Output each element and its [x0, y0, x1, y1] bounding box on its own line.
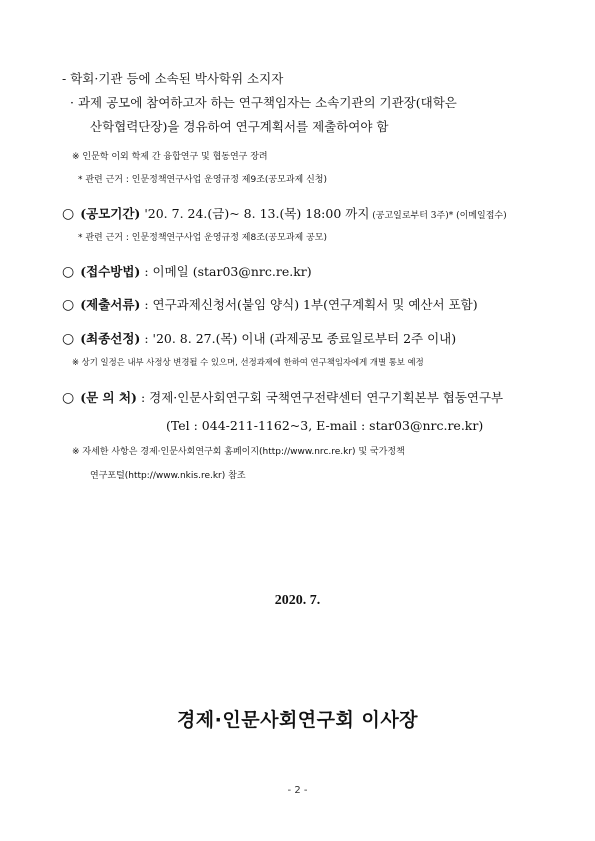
note-encourage: ※ 인문학 이외 학제 간 융합연구 및 협동연구 장려 [72, 152, 268, 162]
contact-item [62, 390, 503, 407]
eligibility-pi-line-2: 산학협력단장)을 경유하여 연구계획서를 제출하여야 함 [90, 119, 389, 134]
submission-item [62, 264, 312, 281]
note-schedule-change: ※ 상기 일정은 내부 사정상 변경될 수 있으며, 선정과제에 한하여 연구책임자에게 개별 통보 예정 [72, 357, 424, 367]
organization-signature: 경제·인문사회연구회 이사장 [176, 709, 419, 731]
note-homepage-line-1: ※ 자세한 사항은 경제·인문사회연구회 홈페이지(http://www.nrc.re.kr) 및 국가정책 [72, 447, 405, 457]
note-basis-article9: * 관련 근거 : 인문정책연구사업 운영규정 제9조(공모과제 신청) [78, 175, 327, 185]
eligibility-pi-line-1: · 과제 공모에 참여하고자 하는 연구책임자는 소속기관의 기관장(대학은 [70, 95, 457, 110]
contact-label: (문 의 처) [80, 390, 137, 405]
bullet-circle-icon: ○ [62, 264, 75, 280]
documents-text: : 연구과제신청서(붙임 양식) 1부(연구계획서 및 예산서 포함) [140, 297, 478, 312]
contact-text: : 경제·인문사회연구회 국책연구전략센터 연구기획본부 협동연구부 [136, 390, 504, 405]
bullet-circle-icon: ○ [62, 206, 75, 222]
documents-item [62, 297, 478, 314]
bullet-circle-icon: ○ [62, 390, 75, 406]
bullet-circle-icon: ○ [62, 297, 75, 313]
contact-phone-email: (Tel : 044-211-1162~3, E-mail : star03@nrc.re.kr) [166, 418, 484, 433]
period-item [62, 206, 507, 223]
note-homepage-line-2: 연구포털(http://www.nkis.re.kr) 참조 [90, 471, 246, 481]
submission-label: (접수방법) [80, 264, 141, 279]
period-text: '20. 7. 24.(금)~ 8. 13.(목) 18:00 까지 [140, 206, 370, 221]
note-basis-article8: * 관련 근거 : 인문정책연구사업 운영규정 제8조(공모과제 공모) [78, 233, 327, 243]
submission-text: : 이메일 (star03@nrc.re.kr) [140, 264, 312, 279]
selection-item [62, 331, 456, 348]
eligibility-doctor-line: - 학회·기관 등에 소속된 박사학위 소지자 [62, 71, 284, 86]
period-label: (공모기간) [80, 206, 141, 221]
period-small-text: (공고일로부터 3주)* (이메일접수) [369, 211, 507, 221]
document-date: 2020. 7. [274, 593, 321, 608]
documents-label: (제출서류) [80, 297, 141, 312]
selection-label: (최종선정) [80, 331, 141, 346]
page-number: - 2 - [287, 785, 308, 796]
bullet-circle-icon: ○ [62, 331, 75, 347]
selection-text: : '20. 8. 27.(목) 이내 (과제공모 종료일로부터 2주 이내) [140, 331, 457, 346]
